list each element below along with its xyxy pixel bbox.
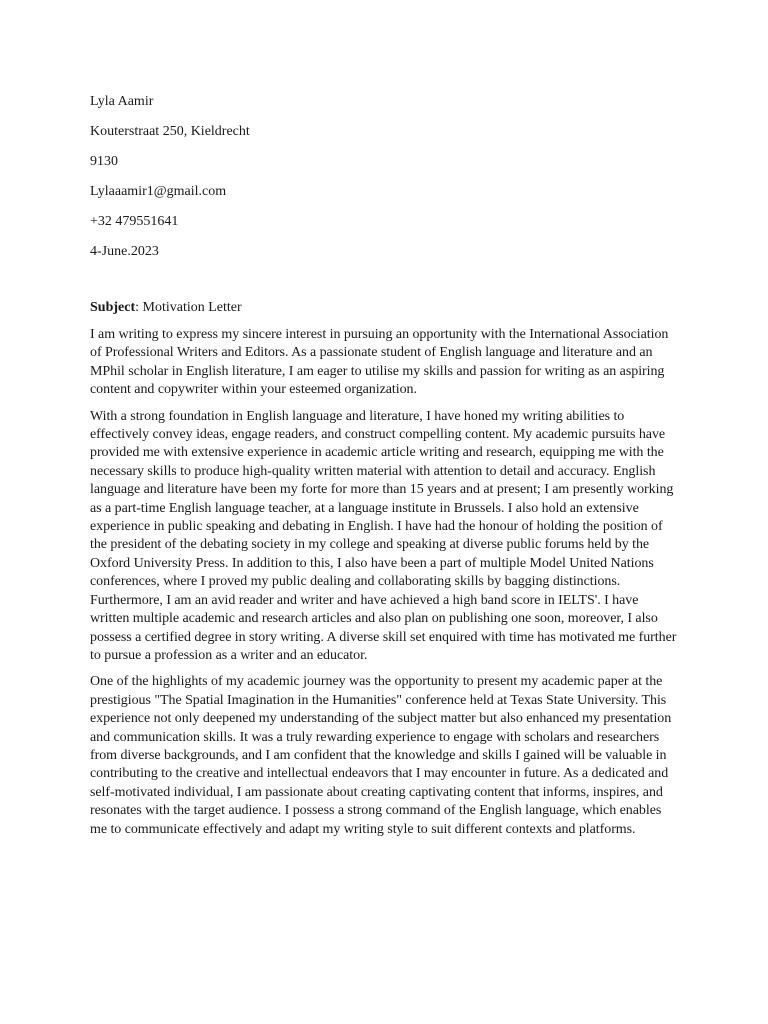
letter-page (90, 92, 680, 847)
letter-date: 4-June.2023 (90, 244, 159, 259)
body-paragraph-highlights: One of the highlights of my academic journey was the opportunity to present my academic paper at the prestigious "The Spatial Imagination in the Humanities" conference held at Texas State University. This experience not only deepened my understanding of the subject matter but also enhanced my presentation and communication skills. It was a truly rewarding experience to engage with scholars and researchers from diverse backgrounds, and I am confident that the knowledge and skills I gained will be valuable in contributing to the creative and intellectual endeavors that I may encounter in future. As a dedicated and self-motivated individual, I am passionate about creating captivating content that informs, inspires, and resonates with the target audience. I possess a strong command of the English language, which enables me to communicate effectively and adapt my writing style to suit different contexts and platforms. (90, 674, 672, 837)
sender-postal-code: 9130 (90, 154, 118, 169)
sender-phone: +32 479551641 (90, 214, 179, 229)
sender-name: Lyla Aamir (90, 94, 154, 109)
subject-separator: : (135, 300, 143, 315)
body-paragraph-experience: With a strong foundation in English language and literature, I have honed my writing abilities to effectively convey ideas, engage readers, and construct compelling content. My academic pursuits have provided me with extensive experience in academic article writing and research, equipping me with the necessary skills to produce high-quality written material with attention to detail and accuracy. English language and literature have been my forte for more than 15 years and at present; I am presently working as a part-time English language teacher, at a language institute in Brussels. I also hold an extensive experience in public speaking and debating in English. I have had the honour of holding the position of the president of the debating society in my college and speaking at diverse public forums held by the Oxford University Press. In addition to this, I also have been a part of multiple Model United Nations conferences, where I proved my public dealing and collaborating skills by bagging distinctions. Furthermore, I am an avid reader and writer and have achieved a high band score in IELTS'. I have written multiple academic and research articles and also plan on publishing one soon, moreover, I also possess a certified degree in story writing. A diverse skill set enquired with time has motivated me further to pursue a profession as a writer and an educator. (90, 408, 677, 663)
sender-email: Lylaaamir1@gmail.com (90, 184, 227, 199)
subject-line (90, 298, 680, 318)
sender-address: Kouterstraat 250, Kieldrecht (90, 124, 250, 139)
subject-text: Motivation Letter (142, 300, 242, 315)
subject-label: Subject (90, 300, 136, 315)
body-paragraph-intro: I am writing to express my sincere interest in pursuing an opportunity with the International Association of Professional Writers and Editors. As a passionate student of English language and literature and an MPhil scholar in English literature, I am eager to utilise my skills and passion for writing as an aspiring content and copywriter within your esteemed organization. (90, 327, 669, 398)
